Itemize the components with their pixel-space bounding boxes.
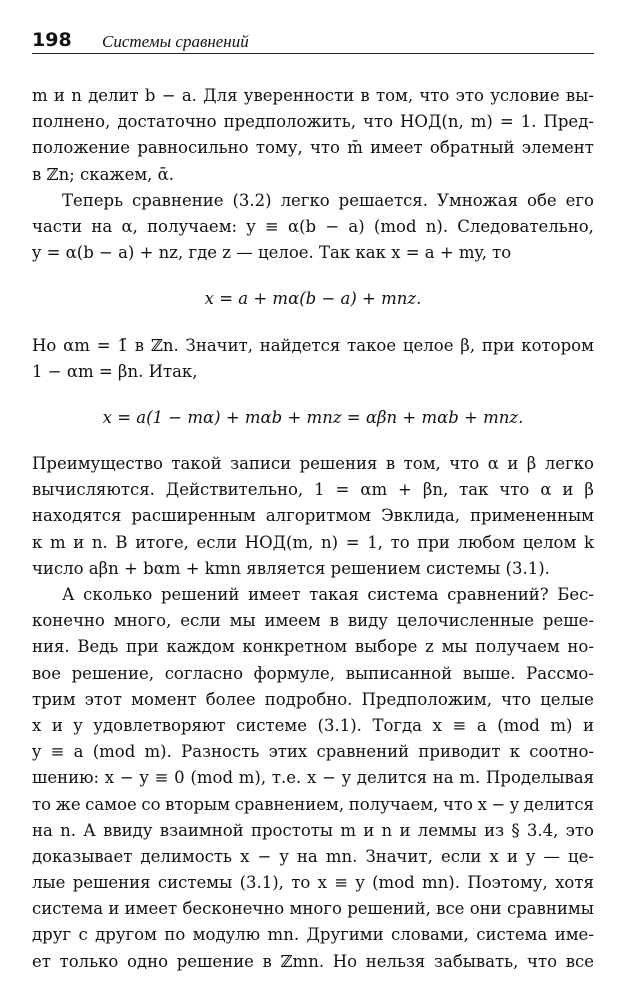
display-formula: x = a + mα(b − a) + mnz. xyxy=(204,289,422,309)
text-line: полнено, достаточно предположить, что НОД(n, m) = 1. Пред- xyxy=(32,112,594,132)
text-line: конечно много, если мы имеем в виду целочисленные реше- xyxy=(32,611,594,631)
text-line: Теперь сравнение (3.2) легко решается. Умножая обе его xyxy=(62,190,594,210)
text-line: вычисляются. Действительно, 1 = αm + βn, так что α и β xyxy=(32,480,594,500)
text-line: y = α(b − a) + nz, где z — целое. Так как x = a + my, то xyxy=(32,243,512,263)
text-line: А сколько решений имеет такая система сравнений? Бес- xyxy=(62,585,594,604)
text-line: шению: x − y ≡ 0 (mod m), т.е. x − y делится на m. Проделывая xyxy=(32,768,594,788)
text-line: m и n делит b − a. Для уверенности в том, что это условие вы- xyxy=(32,86,594,105)
paragraph xyxy=(32,83,594,188)
text-line: доказывает делимость x − y на mn. Значит, если x и y — це- xyxy=(32,846,594,866)
text-line: друг с другом по модулю mn. Другими словами, система име- xyxy=(32,925,594,945)
text-line: число aβn + bαm + kmn является решением системы (3.1). xyxy=(32,558,550,578)
text-line: части на α, получаем: y ≡ α(b − a) (mod n). Следовательно, xyxy=(32,216,594,236)
display-formula: x = a(1 − mα) + mαb + mnz = αβn + mαb + mnz. xyxy=(102,407,524,427)
text-line: лые решения системы (3.1), то x ≡ y (mod mn). Поэтому, хотя xyxy=(32,873,594,893)
text-line: в ℤn; скажем, ᾱ. xyxy=(32,164,175,184)
text-line: Но αm = 1̄ в ℤn. Значит, найдется такое целое β, при котором xyxy=(32,335,594,355)
text-line: на n. А ввиду взаимной простоты m и n и леммы из § 3.4, это xyxy=(32,820,594,840)
text-line: ет только одно решение в ℤmn. Но нельзя забывать, что все xyxy=(32,951,594,971)
text-line: то же самое со вторым сравнением, получаем, что x − y делится xyxy=(32,794,594,814)
running-title: Системы сравнений xyxy=(102,32,249,51)
text-line: x и y удовлетворяют системе (3.1). Тогда x ≡ a (mod m) и xyxy=(32,715,594,735)
text-line: находятся расширенным алгоритмом Эвклида, примененным xyxy=(32,506,594,526)
text-line: y ≡ a (mod m). Разность этих сравнений приводит к соотно- xyxy=(32,742,594,762)
page-number: 198 xyxy=(32,29,72,51)
text-line: 1 − αm = βn. Итак, xyxy=(32,361,198,381)
text-line: система и имеет бесконечно много решений, все они сравнимы xyxy=(32,899,594,919)
text-line: положение равносильно тому, что m̄ имеет обратный элемент xyxy=(32,138,594,158)
paragraph xyxy=(32,451,594,582)
text-line: ния. Ведь при каждом конкретном выборе z мы получаем но- xyxy=(32,637,594,657)
paragraph xyxy=(32,188,594,267)
paragraph xyxy=(32,333,594,385)
text-line: вое решение, согласно формуле, выписанной выше. Рассмо- xyxy=(32,663,594,683)
text-line: Преимущество такой записи решения в том, что α и β легко xyxy=(32,454,594,474)
text-line: трим этот момент более подробно. Предположим, что целые xyxy=(32,689,594,709)
page-body xyxy=(32,83,594,975)
text-line: к m и n. В итоге, если НОД(m, n) = 1, то при любом целом k xyxy=(32,532,594,552)
page-header xyxy=(32,27,594,54)
paragraph xyxy=(32,582,594,975)
